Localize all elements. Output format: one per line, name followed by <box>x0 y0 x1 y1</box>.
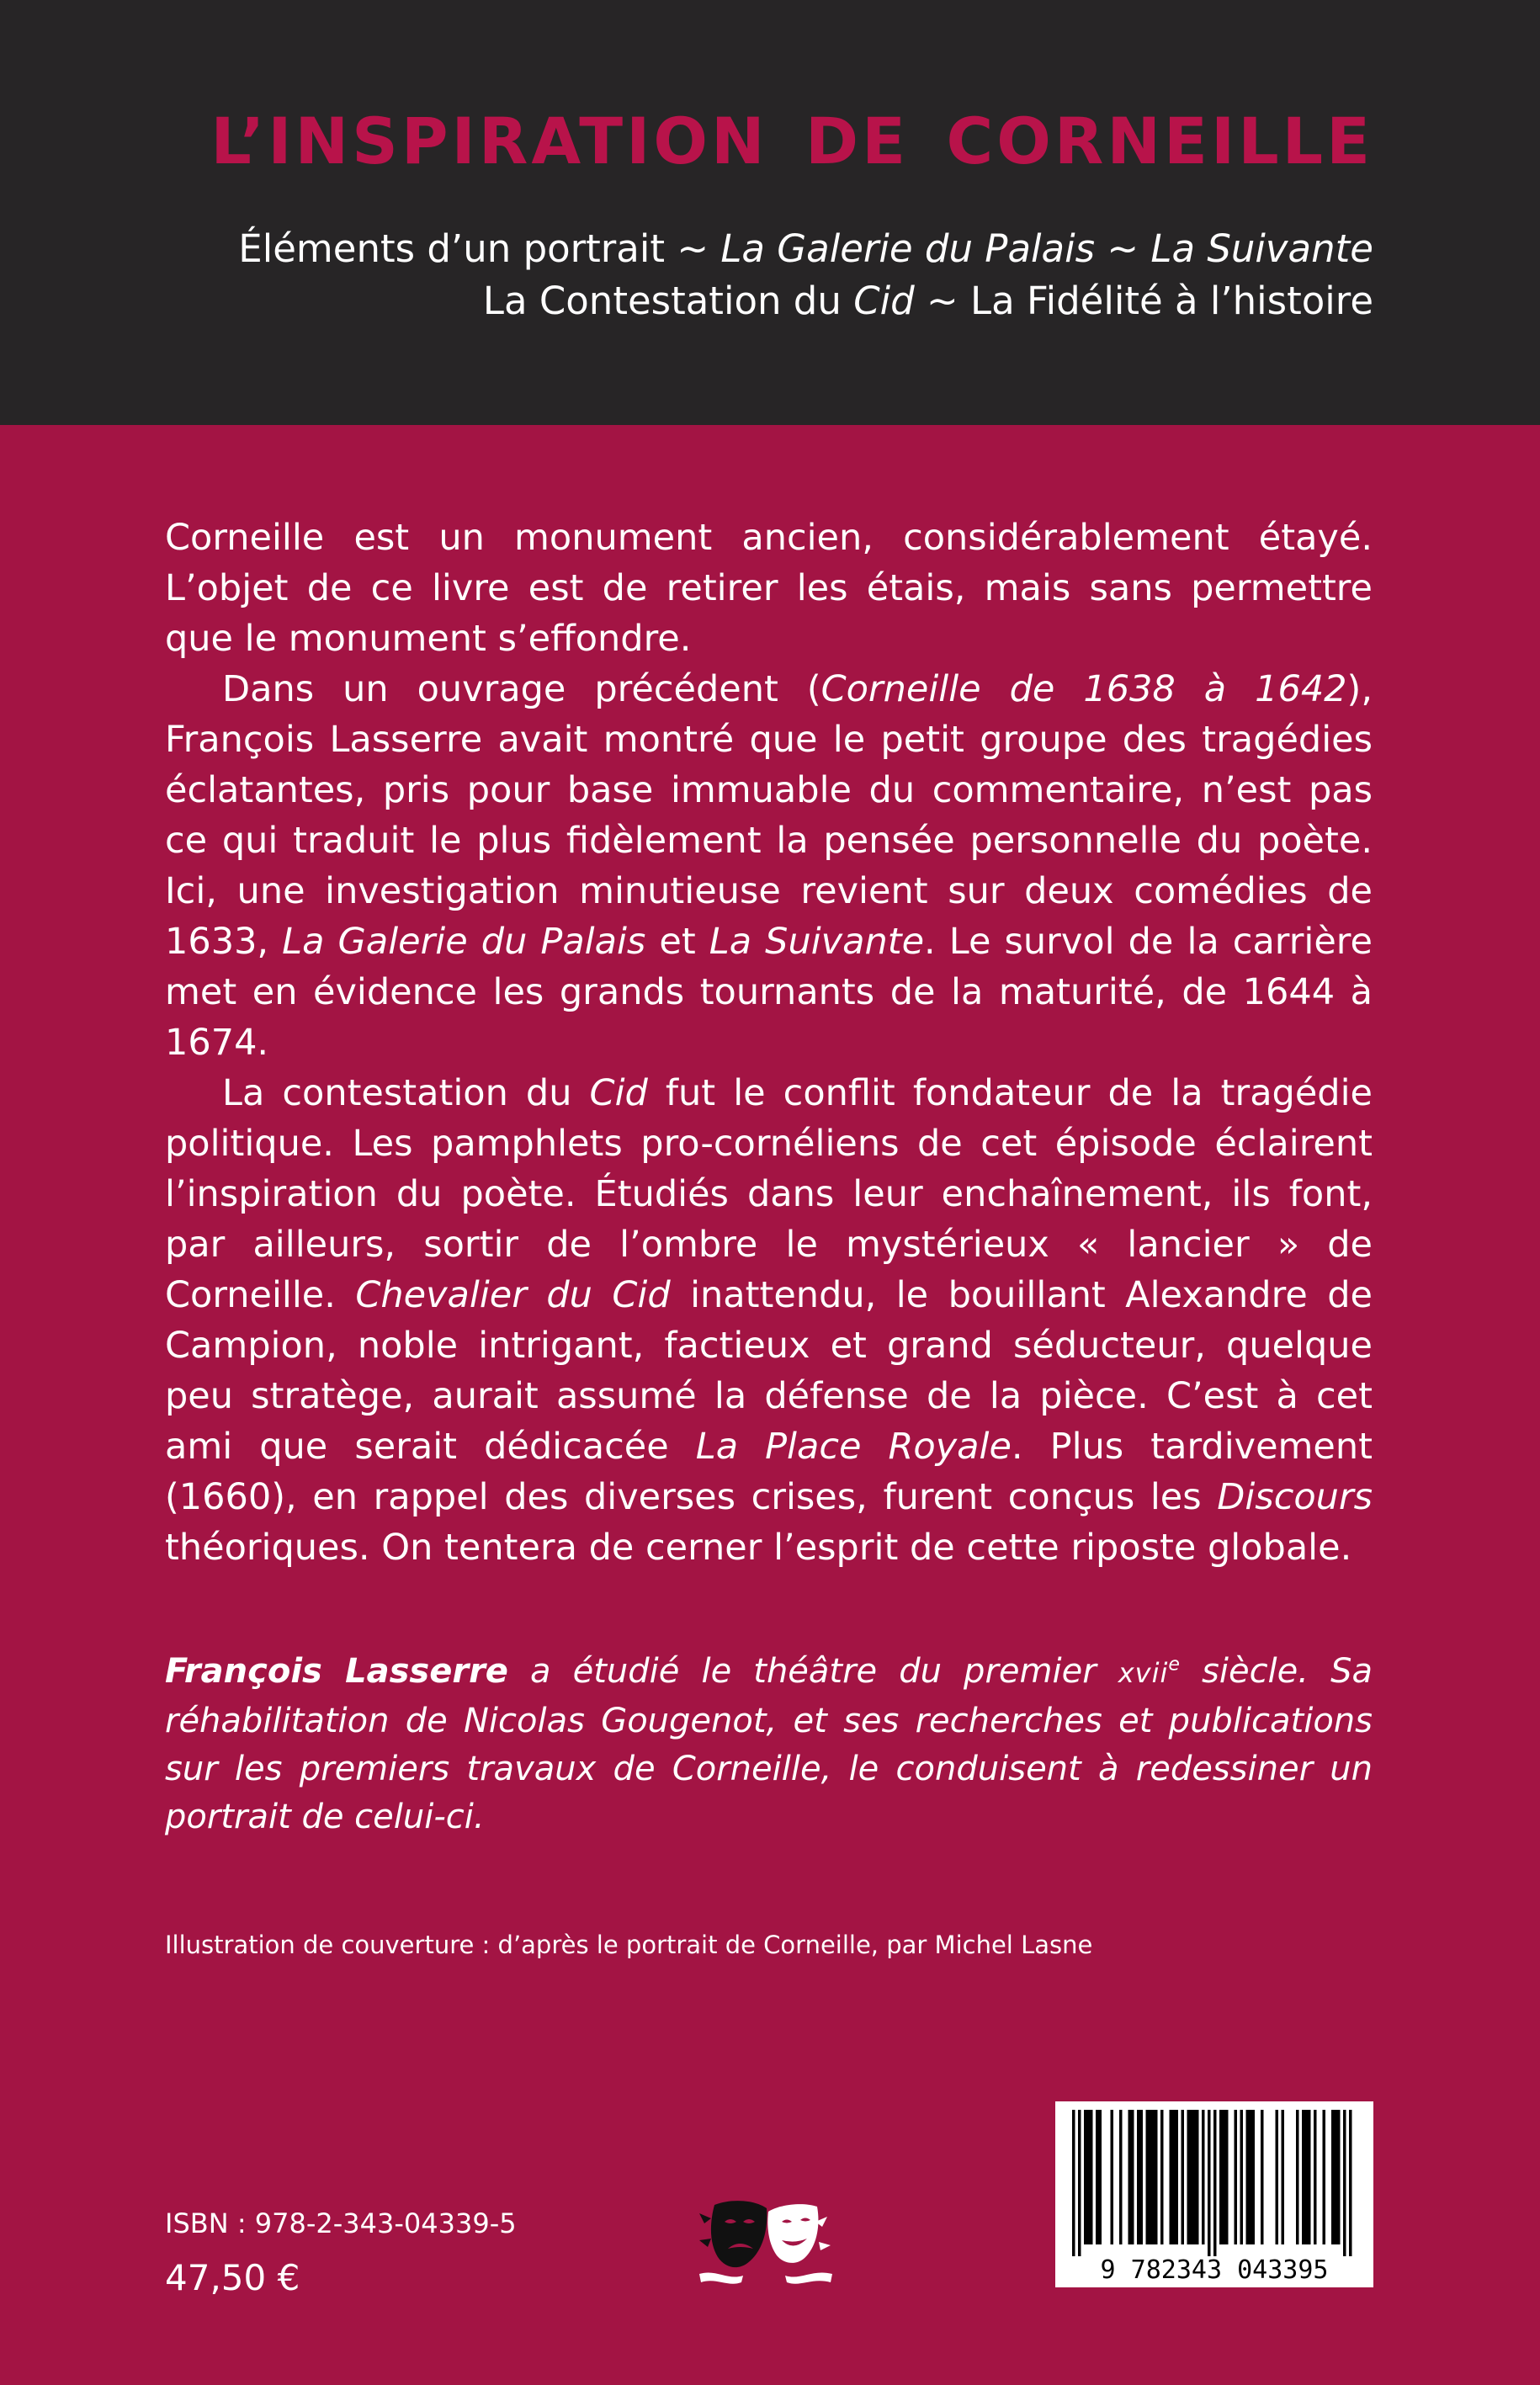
barcode-bar <box>1096 2110 1099 2244</box>
barcode-bar <box>1087 2110 1091 2244</box>
summary-text: théoriques. On tentera de cerner l’esprit de cette riposte globale. <box>165 1527 1352 1569</box>
summary-paragraph-2 <box>165 664 1373 1068</box>
barcode-bar <box>1140 2110 1144 2244</box>
subtitle-line-1 <box>195 226 1373 271</box>
barcode-bar <box>1149 2110 1152 2244</box>
barcode-bar <box>1176 2110 1179 2244</box>
barcode-bar <box>1240 2110 1244 2244</box>
subtitle-play-title: Cid <box>853 279 915 323</box>
illustration-credit: Illustration de couverture : d’après le portrait de Corneille, par Michel Lasne <box>165 1931 1093 1959</box>
summary-text: . Le survol de la carrière met en évidence les grands tournants de la maturité, de 1644 à 1674. <box>165 921 1373 1064</box>
barcode-bar <box>1331 2110 1335 2244</box>
barcode-bar <box>1202 2110 1205 2244</box>
summary-italic: La Suivante <box>709 921 925 963</box>
barcode-bar <box>1223 2110 1226 2244</box>
summary-text: . Plus tardivement (1660), en rappel des diverses crises, furent conçus les <box>165 1426 1373 1518</box>
barcode-bar <box>1276 2110 1279 2244</box>
subtitle-text: Éléments d’un portrait ~ <box>238 226 721 271</box>
barcode-bar <box>1072 2110 1075 2256</box>
barcode-bar <box>1337 2110 1341 2244</box>
summary-text: et <box>645 921 709 963</box>
barcode-bar <box>1111 2110 1114 2244</box>
barcode-bar <box>1314 2110 1317 2244</box>
barcode-bar <box>1208 2110 1211 2256</box>
summary-italic: Discours <box>1217 1476 1373 1518</box>
summary-text: fut le conflit fondateur de la tragédie politique. Les pamphlets pro-cornéliens de cet épisode éclairent l’inspiration du poète. Étudiés dans leur enchaînement, ils font, par ailleurs, sortir de l’ombre le mystérieux « lancier » de Corneille. <box>165 1072 1373 1316</box>
barcode-bar <box>1225 2110 1229 2244</box>
bio-text: a étudié le théâtre du premier <box>507 1652 1118 1691</box>
barcode-bar <box>1190 2110 1193 2244</box>
barcode-bar <box>1252 2110 1256 2244</box>
barcode-bar <box>1078 2110 1081 2256</box>
summary-text: ), François Lasserre avait montré que le petit groupe des tragédies éclatantes, pris pour base immuable du commentaire, n’est pas ce qui traduit le plus fidèlement la pensée personnelle du poète. Ici, une investigation minutieuse revient sur deux comédies de 1633, <box>165 668 1373 963</box>
book-summary <box>165 513 1373 1573</box>
book-title: L’INSPIRATION DE CORNEILLE <box>210 104 1373 178</box>
summary-paragraph-3 <box>165 1068 1373 1573</box>
summary-italic: Chevalier du Cid <box>355 1274 671 1316</box>
barcode-bar <box>1182 2110 1185 2244</box>
summary-italic: Cid <box>589 1072 648 1114</box>
bio-text: siècle. Sa réhabilitation de Nicolas Gougenot, et ses recherches et publications sur les premiers travaux de Corneille, le conduisent à redessiner un portrait de celui-ci. <box>165 1652 1373 1836</box>
barcode-bar <box>1249 2110 1252 2244</box>
barcode-bar <box>1099 2110 1102 2244</box>
barcode-bar <box>1196 2110 1199 2244</box>
subtitle-text: ~ La Fidélité à l’histoire <box>914 279 1373 323</box>
summary-text: La contestation du <box>222 1072 590 1114</box>
barcode-bar <box>1296 2110 1299 2244</box>
barcode-bar <box>1302 2110 1305 2244</box>
barcode-bar <box>1128 2110 1132 2244</box>
barcode-bar <box>1084 2110 1087 2244</box>
barcode-bar <box>1155 2110 1158 2244</box>
barcode-bar <box>1187 2110 1191 2244</box>
barcode-bar <box>1213 2110 1217 2256</box>
price: 47,50 € <box>165 2257 300 2298</box>
summary-italic: La Place Royale <box>695 1426 1012 1468</box>
barcode-number: 9 782343 043395 <box>1100 2255 1329 2285</box>
theatre-masks-icon <box>694 2193 837 2290</box>
summary-text: Dans un ouvrage précédent ( <box>222 668 821 710</box>
barcode-bar <box>1172 2110 1176 2244</box>
barcode <box>1055 2101 1373 2287</box>
barcode-bar <box>1349 2110 1352 2256</box>
subtitle-text: La Contestation du <box>482 279 854 323</box>
subtitle-play-title: La Suivante <box>1150 226 1373 271</box>
subtitle-play-title: La Galerie du Palais <box>720 226 1096 271</box>
barcode-bar <box>1335 2110 1338 2244</box>
barcode-bar <box>1323 2110 1326 2244</box>
barcode-bar <box>1282 2110 1285 2244</box>
barcode-bar <box>1137 2110 1140 2244</box>
barcode-bar <box>1343 2110 1346 2256</box>
author-bio <box>165 1648 1373 1841</box>
barcode-bar <box>1193 2110 1197 2244</box>
subtitle-line-2 <box>195 279 1373 323</box>
barcode-bar <box>1219 2110 1223 2244</box>
summary-text: inattendu, le bouillant Alexandre de Campion, noble intrigant, factieux et grand séducteur, quelque peu stratège, aurait assumé la défense de la pièce. C’est à cet ami que serait dédicacée <box>165 1274 1373 1468</box>
subtitle-text: ~ <box>1095 226 1151 271</box>
barcode-bar <box>1235 2110 1238 2244</box>
barcode-bar <box>1090 2110 1093 2244</box>
header-band <box>0 0 1540 425</box>
century-numeral: xvii <box>1118 1657 1169 1689</box>
barcode-bar <box>1160 2110 1164 2244</box>
summary-italic: La Galerie du Palais <box>282 921 646 963</box>
barcode-bar <box>1131 2110 1134 2244</box>
barcode-bar <box>1246 2110 1250 2244</box>
author-name: François Lasserre <box>165 1652 508 1691</box>
summary-paragraph-1: Corneille est un monument ancien, considérablement étayé. L’objet de ce livre est de retirer les étais, mais sans permettre que le monument s’effondre. <box>165 517 1373 660</box>
barcode-bar <box>1308 2110 1311 2244</box>
barcode-bar <box>1261 2110 1264 2244</box>
summary-italic: Corneille de 1638 à 1642 <box>820 668 1347 710</box>
barcode-bar <box>1146 2110 1150 2244</box>
barcode-bar <box>1170 2110 1173 2244</box>
barcode-bar <box>1119 2110 1123 2244</box>
barcode-bar <box>1305 2110 1309 2244</box>
century-superscript: e <box>1168 1654 1180 1676</box>
isbn: ISBN : 978-2-343-04339-5 <box>165 2207 517 2239</box>
barcode-bar <box>1152 2110 1155 2244</box>
